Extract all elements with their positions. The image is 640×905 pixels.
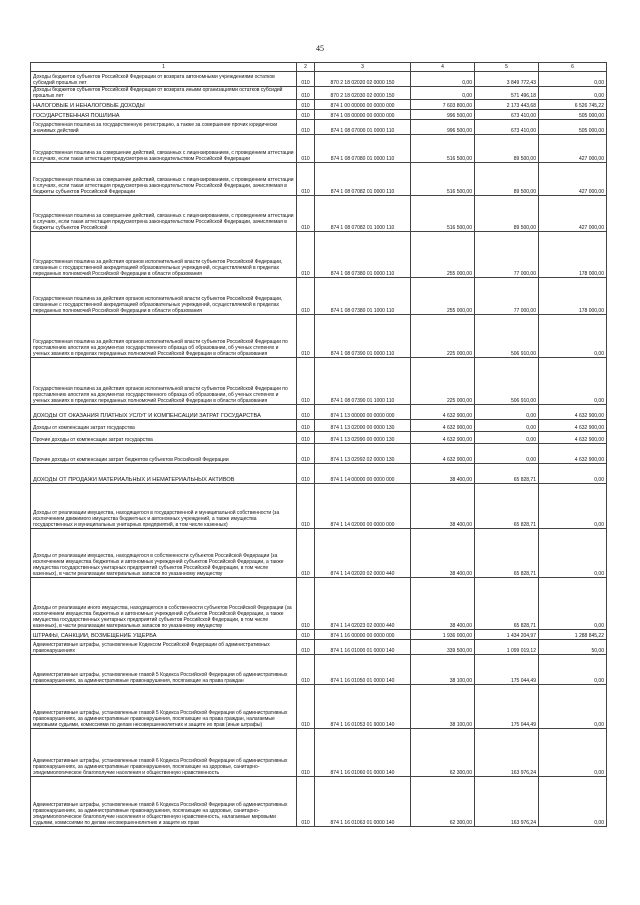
row-value-executed: 89 500,00 <box>475 135 539 163</box>
row-code: 010 <box>297 529 315 578</box>
row-description: Административные штрафы, установленные Кодексом Российской Федерации об административных правонарушениях <box>31 640 297 655</box>
row-kbk: 874 1 08 07082 01 0000 110 <box>315 163 411 196</box>
row-value-plan: 38 400,00 <box>411 484 475 529</box>
row-kbk: 874 1 13 00000 00 0000 000 <box>315 405 411 420</box>
table-row <box>31 135 607 163</box>
table-row <box>31 685 607 729</box>
row-value-executed: 3 849 772,43 <box>475 72 539 87</box>
column-header: 4 <box>411 63 475 72</box>
table-row <box>31 630 607 640</box>
table-row <box>31 358 607 405</box>
table-row <box>31 444 607 464</box>
row-code: 010 <box>297 640 315 655</box>
table-row <box>31 232 607 278</box>
table-row <box>31 315 607 358</box>
row-value-executed: 2 173 443,68 <box>475 100 539 110</box>
row-value-executed: 65 828,71 <box>475 529 539 578</box>
row-kbk: 874 1 13 02990 00 0000 130 <box>315 432 411 444</box>
row-value-plan: 996 500,00 <box>411 110 475 120</box>
table-row <box>31 729 607 777</box>
table-row <box>31 405 607 420</box>
table-row <box>31 464 607 484</box>
row-description: Государственная пошлина за действия органов исполнительной власти субъектов Российской Федерации по проставлению апостиля на документах государственного образца об образовании, об ученых степенях и ученых званиях в пределах переданных полномочий Российской Федерации в области образования <box>31 315 297 358</box>
table-row <box>31 100 607 110</box>
column-header: 2 <box>297 63 315 72</box>
row-code: 010 <box>297 135 315 163</box>
row-value-executed: 65 828,71 <box>475 464 539 484</box>
row-code: 010 <box>297 578 315 630</box>
row-description: Прочие доходы от компенсации затрат бюджетов субъектов Российской Федерации <box>31 444 297 464</box>
row-value-remaining: 0,00 <box>539 655 607 685</box>
row-value-remaining: 0,00 <box>539 529 607 578</box>
row-value-executed: 0,00 <box>475 444 539 464</box>
row-kbk: 874 1 13 02000 00 0000 130 <box>315 420 411 432</box>
row-value-remaining: 427 000,00 <box>539 135 607 163</box>
table-row <box>31 432 607 444</box>
table-row <box>31 120 607 135</box>
row-code: 010 <box>297 484 315 529</box>
row-value-plan: 4 632 900,00 <box>411 420 475 432</box>
table-row <box>31 278 607 315</box>
row-code: 010 <box>297 120 315 135</box>
row-value-executed: 571 496,18 <box>475 87 539 100</box>
row-description: Доходы от реализации имущества, находящегося в собственности субъектов Российской Федерации (за исключением имущества бюджетных и автономных учреждений субъектов Российской Федерации, а также имущества государственных унитарных предприятий субъектов Российской Федерации, в том числе казенных), в части реализации материальных запасов по указанному имуществу <box>31 529 297 578</box>
row-code: 010 <box>297 87 315 100</box>
row-value-remaining: 0,00 <box>539 685 607 729</box>
page-number: 45 <box>316 44 324 53</box>
row-description: Государственная пошлина за совершение действий, связанных с лицензированием, с проведением аттестации в случаях, если такая аттестация предусмотрена законодательством Российской Федерации <box>31 135 297 163</box>
table-row <box>31 640 607 655</box>
row-value-remaining: 427 000,00 <box>539 163 607 196</box>
row-code: 010 <box>297 432 315 444</box>
row-value-executed: 0,00 <box>475 420 539 432</box>
row-value-remaining: 4 632 900,00 <box>539 420 607 432</box>
row-value-executed: 673 410,00 <box>475 120 539 135</box>
row-value-remaining: 4 632 900,00 <box>539 444 607 464</box>
row-value-plan: 62 300,00 <box>411 777 475 827</box>
table-row <box>31 420 607 432</box>
row-description: Государственная пошлина за действия органов исполнительной власти субъектов Российской Федерации по проставлению апостиля на документах государственного образца об образовании, об ученых степенях и ученых званиях в пределах переданных полномочий Российской Федерации в области образования <box>31 358 297 405</box>
row-kbk: 874 1 16 01050 01 0000 140 <box>315 655 411 685</box>
row-value-plan: 38 100,00 <box>411 685 475 729</box>
row-value-remaining: 178 000,00 <box>539 278 607 315</box>
table-row <box>31 484 607 529</box>
row-kbk: 870 2 18 02030 02 0000 150 <box>315 87 411 100</box>
row-description: Государственная пошлина за действия органов исполнительной власти субъектов Российской Федерации, связанные с государственной аккредитацией образовательных учреждений, осуществляемой в пределах переданных полномочий Российской Федерации в области образования <box>31 232 297 278</box>
row-code: 010 <box>297 420 315 432</box>
row-kbk: 874 1 00 00000 00 0000 000 <box>315 100 411 110</box>
row-description: ДОХОДЫ ОТ ОКАЗАНИЯ ПЛАТНЫХ УСЛУГ И КОМПЕНСАЦИИ ЗАТРАТ ГОСУДАРСТВА <box>31 405 297 420</box>
row-code: 010 <box>297 110 315 120</box>
row-value-executed: 65 828,71 <box>475 578 539 630</box>
row-kbk: 874 1 16 01060 01 0000 140 <box>315 729 411 777</box>
column-header: 3 <box>315 63 411 72</box>
table-row <box>31 578 607 630</box>
row-code: 010 <box>297 72 315 87</box>
column-header: 6 <box>539 63 607 72</box>
row-value-executed: 89 500,00 <box>475 163 539 196</box>
table-row <box>31 87 607 100</box>
row-value-plan: 516 500,00 <box>411 196 475 232</box>
row-value-plan: 4 632 900,00 <box>411 405 475 420</box>
row-code: 010 <box>297 196 315 232</box>
row-value-executed: 77 000,00 <box>475 278 539 315</box>
table-row <box>31 163 607 196</box>
row-value-remaining: 505 000,00 <box>539 120 607 135</box>
row-description: ДОХОДЫ ОТ ПРОДАЖИ МАТЕРИАЛЬНЫХ И НЕМАТЕРИАЛЬНЫХ АКТИВОВ <box>31 464 297 484</box>
row-value-plan: 7 603 800,00 <box>411 100 475 110</box>
budget-table <box>30 62 607 827</box>
row-value-executed: 175 044,49 <box>475 655 539 685</box>
row-value-remaining: 0,00 <box>539 72 607 87</box>
row-code: 010 <box>297 278 315 315</box>
row-value-executed: 506 910,00 <box>475 315 539 358</box>
row-description: Административные штрафы, установленные главой 6 Кодекса Российской Федерации об административных правонарушениях, за административные правонарушения, посягающие на здоровье, санитарно-эпидемиологическое благополучие населения и общественную нравственность <box>31 729 297 777</box>
row-kbk: 870 2 18 02020 02 0000 150 <box>315 72 411 87</box>
row-code: 010 <box>297 100 315 110</box>
row-description: Государственная пошлина за государственную регистрацию, а также за совершение прочих юридически значимых действий <box>31 120 297 135</box>
row-kbk: 874 1 08 00000 00 0000 000 <box>315 110 411 120</box>
row-kbk: 874 1 08 07380 01 1000 110 <box>315 278 411 315</box>
row-value-plan: 225 000,00 <box>411 315 475 358</box>
row-value-remaining: 4 632 900,00 <box>539 405 607 420</box>
row-value-executed: 163 976,24 <box>475 729 539 777</box>
row-value-plan: 38 400,00 <box>411 578 475 630</box>
row-value-executed: 77 000,00 <box>475 232 539 278</box>
row-value-plan: 0,00 <box>411 87 475 100</box>
row-kbk: 874 1 14 02023 02 0000 440 <box>315 578 411 630</box>
row-value-executed: 175 044,49 <box>475 685 539 729</box>
row-value-plan: 1 936 000,00 <box>411 630 475 640</box>
row-kbk: 874 1 14 00000 00 0000 000 <box>315 464 411 484</box>
row-value-plan: 38 100,00 <box>411 655 475 685</box>
row-kbk: 874 1 16 01000 01 0000 140 <box>315 640 411 655</box>
row-value-remaining: 0,00 <box>539 777 607 827</box>
row-value-executed: 65 828,71 <box>475 484 539 529</box>
row-code: 010 <box>297 163 315 196</box>
row-kbk: 874 1 14 02000 00 0000 000 <box>315 484 411 529</box>
table-row <box>31 529 607 578</box>
row-kbk: 874 1 08 07082 01 1000 110 <box>315 196 411 232</box>
row-code: 010 <box>297 464 315 484</box>
row-description: Прочие доходы от компенсации затрат государства <box>31 432 297 444</box>
table-row <box>31 72 607 87</box>
row-description: Административные штрафы, установленные главой 5 Кодекса Российской Федерации об административных правонарушениях, за административные правонарушения, посягающие на права граждан <box>31 655 297 685</box>
row-description: НАЛОГОВЫЕ И НЕНАЛОГОВЫЕ ДОХОДЫ <box>31 100 297 110</box>
row-kbk: 874 1 08 07080 01 0000 110 <box>315 135 411 163</box>
table-body <box>31 72 607 827</box>
row-kbk: 874 1 16 01053 01 9000 140 <box>315 685 411 729</box>
row-value-plan: 516 500,00 <box>411 135 475 163</box>
row-value-remaining: 0,00 <box>539 358 607 405</box>
row-description: Государственная пошлина за совершение действий, связанных с лицензированием, с проведением аттестации в случаях, если такая аттестация предусмотрена законодательством Российской Федерации, зачисляемая в бюджеты субъектов Российской Федерации <box>31 163 297 196</box>
row-description: Доходы от компенсации затрат государства <box>31 420 297 432</box>
row-description: Доходы бюджетов субъектов Российской Федерации от возврата иными организациями остатков субсидий прошлых лет <box>31 87 297 100</box>
row-value-remaining: 0,00 <box>539 87 607 100</box>
row-value-remaining: 0,00 <box>539 315 607 358</box>
row-code: 010 <box>297 358 315 405</box>
row-code: 010 <box>297 444 315 464</box>
row-value-remaining: 505 000,00 <box>539 110 607 120</box>
row-value-remaining: 178 000,00 <box>539 232 607 278</box>
row-code: 010 <box>297 315 315 358</box>
row-kbk: 874 1 08 07390 01 1000 110 <box>315 358 411 405</box>
row-description: Доходы бюджетов субъектов Российской Федерации от возврата автономными учреждениями остатков субсидий прошлых лет <box>31 72 297 87</box>
row-value-remaining: 0,00 <box>539 464 607 484</box>
row-kbk: 874 1 08 07380 01 0000 110 <box>315 232 411 278</box>
row-description: Доходы от реализации иного имущества, находящегося в собственности субъектов Российской Федерации (за исключением имущества бюджетных и автономных учреждений субъектов Российской Федерации, а также имущества государственных унитарных предприятий субъектов Российской Федерации, в том числе казенных), в части реализации материальных запасов по указанному имуществу <box>31 578 297 630</box>
row-value-remaining: 0,00 <box>539 578 607 630</box>
row-kbk: 874 1 16 00000 00 0000 000 <box>315 630 411 640</box>
row-value-plan: 996 500,00 <box>411 120 475 135</box>
row-value-plan: 62 300,00 <box>411 729 475 777</box>
row-kbk: 874 1 08 07390 01 0000 110 <box>315 315 411 358</box>
row-code: 010 <box>297 655 315 685</box>
row-value-plan: 38 400,00 <box>411 529 475 578</box>
row-description: Доходы от реализации имущества, находящегося в государственной и муниципальной собственности (за исключением движимого имущества бюджетных и автономных учреждений, а также имущества государственных и муниципальных унитарных предприятий, в том числе казенных) <box>31 484 297 529</box>
column-header: 1 <box>31 63 297 72</box>
row-value-plan: 225 000,00 <box>411 358 475 405</box>
row-value-plan: 255 000,00 <box>411 232 475 278</box>
row-value-remaining: 0,00 <box>539 729 607 777</box>
row-code: 010 <box>297 685 315 729</box>
row-value-executed: 673 410,00 <box>475 110 539 120</box>
row-value-remaining: 427 000,00 <box>539 196 607 232</box>
row-value-executed: 1 434 204,97 <box>475 630 539 640</box>
row-kbk: 874 1 13 02992 02 0000 130 <box>315 444 411 464</box>
row-code: 010 <box>297 777 315 827</box>
row-value-plan: 38 400,00 <box>411 464 475 484</box>
row-description: Административные штрафы, установленные главой 5 Кодекса Российской Федерации об административных правонарушениях, за административные правонарушения, посягающие на права граждан, налагаемые мировыми судьями, комиссиями по делам несовершеннолетних и защите их прав (иные штрафы) <box>31 685 297 729</box>
row-kbk: 874 1 16 01063 01 0000 140 <box>315 777 411 827</box>
row-value-plan: 339 500,00 <box>411 640 475 655</box>
row-code: 010 <box>297 405 315 420</box>
row-description: ШТРАФЫ, САНКЦИИ, ВОЗМЕЩЕНИЕ УЩЕРБА <box>31 630 297 640</box>
row-value-remaining: 50,00 <box>539 640 607 655</box>
row-value-plan: 516 500,00 <box>411 163 475 196</box>
row-value-plan: 4 632 900,00 <box>411 444 475 464</box>
row-kbk: 874 1 14 02020 02 0000 440 <box>315 529 411 578</box>
row-description: ГОСУДАРСТВЕННАЯ ПОШЛИНА <box>31 110 297 120</box>
row-value-executed: 506 910,00 <box>475 358 539 405</box>
row-code: 010 <box>297 729 315 777</box>
row-value-executed: 0,00 <box>475 432 539 444</box>
table-row <box>31 196 607 232</box>
row-code: 010 <box>297 630 315 640</box>
row-kbk: 874 1 08 07000 01 0000 110 <box>315 120 411 135</box>
row-description: Государственная пошлина за действия органов исполнительной власти субъектов Российской Федерации, связанные с государственной аккредитацией образовательных учреждений, осуществляемой в пределах переданных полномочий Российской Федерации в области образования <box>31 278 297 315</box>
table-row <box>31 777 607 827</box>
row-code: 010 <box>297 232 315 278</box>
row-value-remaining: 4 632 900,00 <box>539 432 607 444</box>
row-value-executed: 163 976,24 <box>475 777 539 827</box>
row-value-remaining: 6 526 745,22 <box>539 100 607 110</box>
row-value-executed: 0,00 <box>475 405 539 420</box>
row-value-remaining: 0,00 <box>539 484 607 529</box>
table-row <box>31 655 607 685</box>
row-value-plan: 255 000,00 <box>411 278 475 315</box>
column-header: 5 <box>475 63 539 72</box>
row-value-plan: 0,00 <box>411 72 475 87</box>
table-row <box>31 110 607 120</box>
row-value-executed: 89 500,00 <box>475 196 539 232</box>
row-value-executed: 1 099 019,12 <box>475 640 539 655</box>
table-header-row <box>31 63 607 72</box>
row-description: Государственная пошлина за совершение действий, связанных с лицензированием, с проведением аттестации в случаях, если такая аттестация предусмотрена законодательством Российской Федерации, зачисляемая в бюджеты субъектов Российской <box>31 196 297 232</box>
row-value-remaining: 1 288 845,22 <box>539 630 607 640</box>
row-value-plan: 4 632 900,00 <box>411 432 475 444</box>
row-description: Административные штрафы, установленные главой 6 Кодекса Российской Федерации об административных правонарушениях, за административные правонарушения, посягающие на здоровье, санитарно-эпидемиологическое благополучие населения и общественную нравственность, налагаемые мировыми судьями, комиссиями по делам несовершеннолетних и защите их прав <box>31 777 297 827</box>
